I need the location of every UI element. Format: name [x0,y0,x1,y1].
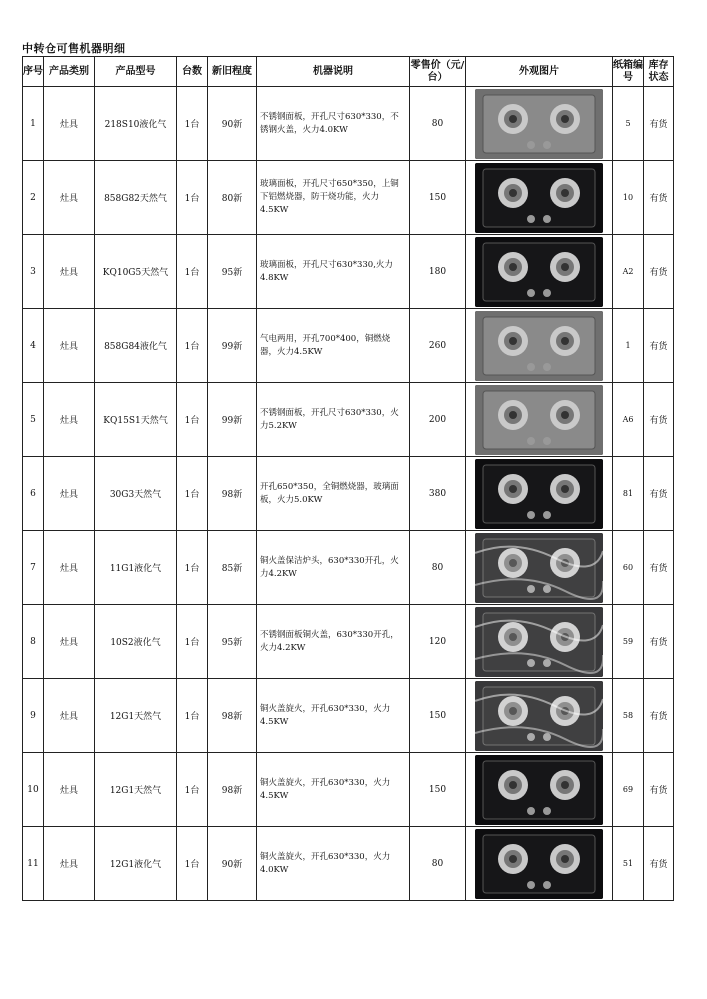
row-model: KQ10G5天然气 [95,235,177,309]
row-description: 铜火盖旋火，开孔630*330，火力4.0KW [257,827,410,901]
row-category: 灶具 [44,531,95,605]
row-photo [466,235,613,309]
table-row [23,457,674,531]
row-condition: 80新 [208,161,257,235]
row-price: 120 [410,605,466,679]
table-row [23,827,674,901]
row-qty: 1台 [177,87,208,161]
stainless-stove-photo [475,89,603,159]
row-condition: 85新 [208,531,257,605]
row-category: 灶具 [44,161,95,235]
header-stock: 库存状态 [644,57,674,87]
row-number: 3 [23,235,44,309]
header-box-no: 纸箱编号 [613,57,644,87]
stainless-stove-photo [475,385,603,455]
row-qty: 1台 [177,827,208,901]
row-description: 气电两用，开孔700*400，铜燃烧器，火力4.5KW [257,309,410,383]
row-photo [466,161,613,235]
table-row [23,605,674,679]
row-category: 灶具 [44,605,95,679]
row-box-no: A6 [613,383,644,457]
row-box-no: 58 [613,679,644,753]
row-model: 218S10液化气 [95,87,177,161]
table-row [23,679,674,753]
row-stock: 有货 [644,827,674,901]
header-description: 机器说明 [257,57,410,87]
row-box-no: 5 [613,87,644,161]
row-price: 150 [410,753,466,827]
row-condition: 98新 [208,457,257,531]
row-model: 12G1天然气 [95,753,177,827]
header-qty: 台数 [177,57,208,87]
inventory-table [22,56,674,901]
row-price: 260 [410,309,466,383]
row-category: 灶具 [44,827,95,901]
row-price: 150 [410,161,466,235]
row-condition: 90新 [208,827,257,901]
row-model: 10S2液化气 [95,605,177,679]
row-qty: 1台 [177,161,208,235]
row-description: 铜火盖旋火，开孔630*330，火力4.5KW [257,753,410,827]
row-description: 玻璃面板，开孔尺寸630*330,火力4.8KW [257,235,410,309]
row-number: 11 [23,827,44,901]
row-stock: 有货 [644,383,674,457]
row-price: 80 [410,87,466,161]
row-price: 80 [410,827,466,901]
row-qty: 1台 [177,457,208,531]
row-description: 铜火盖保洁炉头，630*330开孔，火力4.2KW [257,531,410,605]
row-stock: 有货 [644,235,674,309]
wrapped-stove-photo [475,607,603,677]
row-number: 4 [23,309,44,383]
row-model: 858G82天然气 [95,161,177,235]
row-qty: 1台 [177,753,208,827]
row-price: 150 [410,679,466,753]
row-qty: 1台 [177,235,208,309]
gas-electric-stove-photo [475,311,603,381]
row-condition: 95新 [208,605,257,679]
row-photo [466,383,613,457]
row-condition: 95新 [208,235,257,309]
header-category: 产品类别 [44,57,95,87]
table-row [23,309,674,383]
row-photo [466,827,613,901]
row-category: 灶具 [44,457,95,531]
row-price: 180 [410,235,466,309]
row-condition: 90新 [208,87,257,161]
row-description: 不锈钢面板铜火盖，630*330开孔，火力4.2KW [257,605,410,679]
row-description: 不锈钢面板，开孔尺寸630*330，不锈钢火盖，火力4.0KW [257,87,410,161]
header-condition: 新旧程度 [208,57,257,87]
row-qty: 1台 [177,679,208,753]
wrapped-stove-photo [475,681,603,751]
row-condition: 98新 [208,679,257,753]
row-number: 10 [23,753,44,827]
row-photo [466,531,613,605]
table-header-row [23,57,674,87]
row-model: 858G84液化气 [95,309,177,383]
table-row [23,383,674,457]
row-model: 12G1天然气 [95,679,177,753]
row-price: 380 [410,457,466,531]
row-photo [466,87,613,161]
row-category: 灶具 [44,87,95,161]
table-row [23,531,674,605]
row-qty: 1台 [177,605,208,679]
glass-stove-photo [475,163,603,233]
wrapped-stove-photo [475,533,603,603]
glass-stove-photo [475,829,603,899]
row-qty: 1台 [177,309,208,383]
glass-stove-photo [475,459,603,529]
row-model: 12G1液化气 [95,827,177,901]
row-stock: 有货 [644,457,674,531]
row-number: 9 [23,679,44,753]
table-row [23,235,674,309]
row-model: 30G3天然气 [95,457,177,531]
table-row [23,161,674,235]
row-category: 灶具 [44,383,95,457]
row-model: 11G1液化气 [95,531,177,605]
row-category: 灶具 [44,235,95,309]
row-box-no: 10 [613,161,644,235]
row-number: 8 [23,605,44,679]
row-stock: 有货 [644,87,674,161]
row-stock: 有货 [644,309,674,383]
row-condition: 98新 [208,753,257,827]
row-condition: 99新 [208,309,257,383]
table-row [23,753,674,827]
row-number: 7 [23,531,44,605]
row-number: 5 [23,383,44,457]
row-qty: 1台 [177,531,208,605]
row-description: 玻璃面板，开孔尺寸650*350，上铜下铝燃烧器，防干烧功能，火力4.5KW [257,161,410,235]
row-box-no: 81 [613,457,644,531]
header-model: 产品型号 [95,57,177,87]
row-category: 灶具 [44,309,95,383]
row-category: 灶具 [44,753,95,827]
row-photo [466,605,613,679]
row-photo [466,679,613,753]
row-description: 铜火盖旋火，开孔630*330，火力4.5KW [257,679,410,753]
row-box-no: 69 [613,753,644,827]
row-description: 开孔650*350，全铜燃烧器，玻璃面板，火力5.0KW [257,457,410,531]
row-photo [466,753,613,827]
row-qty: 1台 [177,383,208,457]
row-stock: 有货 [644,679,674,753]
row-box-no: A2 [613,235,644,309]
row-stock: 有货 [644,531,674,605]
glass-stove-photo [475,755,603,825]
row-description: 不锈钢面板，开孔尺寸630*330，火力5.2KW [257,383,410,457]
row-condition: 99新 [208,383,257,457]
row-stock: 有货 [644,161,674,235]
row-photo [466,457,613,531]
header-no: 序号 [23,57,44,87]
row-box-no: 1 [613,309,644,383]
row-category: 灶具 [44,679,95,753]
header-photo: 外观图片 [466,57,613,87]
glass-stove-photo [475,237,603,307]
row-price: 200 [410,383,466,457]
row-box-no: 51 [613,827,644,901]
row-price: 80 [410,531,466,605]
row-photo [466,309,613,383]
table-row [23,87,674,161]
row-number: 2 [23,161,44,235]
row-number: 1 [23,87,44,161]
row-number: 6 [23,457,44,531]
page-title: 中转仓可售机器明细 [22,42,126,55]
row-box-no: 59 [613,605,644,679]
row-stock: 有货 [644,753,674,827]
row-model: KQ15S1天然气 [95,383,177,457]
row-box-no: 60 [613,531,644,605]
header-price: 零售价（元/台） [410,57,466,87]
row-stock: 有货 [644,605,674,679]
